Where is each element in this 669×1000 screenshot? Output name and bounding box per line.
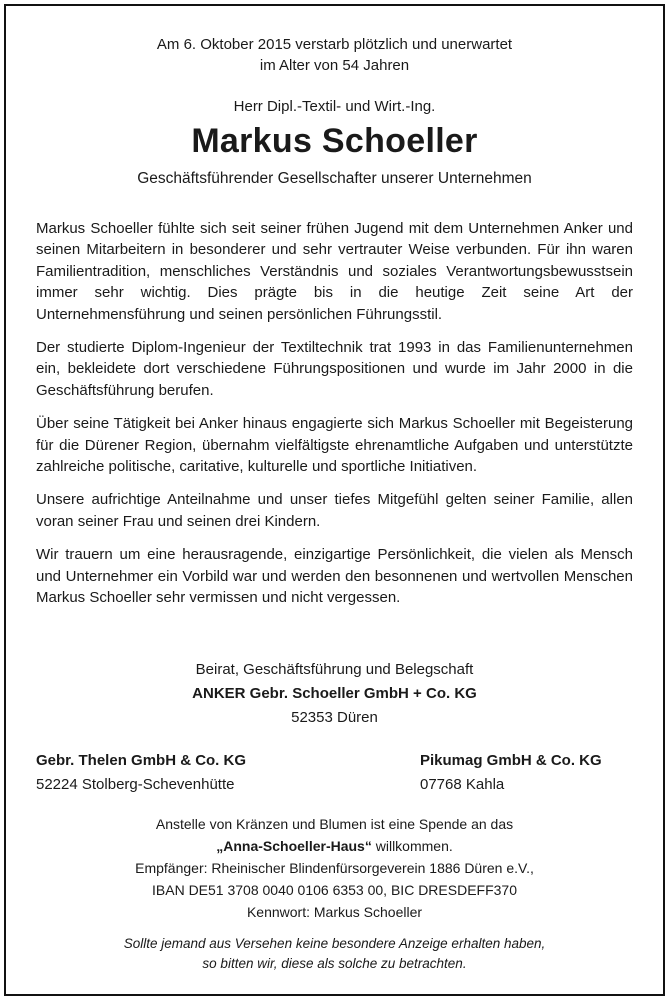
paragraph: Der studierte Diplom-Ingenieur der Textiltechnik trat 1993 in das Familienunternehmen ein, bekleidete dort verschiedene Führungspositionen und wurde im Jahr 2000 in die Geschäftsführung berufen. — [36, 339, 633, 399]
company-thelen — [36, 749, 246, 797]
footer-note — [6, 934, 663, 974]
intro-line-1: Am 6. Oktober 2015 verstarb plötzlich und unerwartet — [156, 36, 513, 53]
intro-line-2: im Alter von 54 Jahren — [259, 57, 410, 74]
donation-line: Anstelle von Kränzen und Blumen ist eine Spende an das — [155, 816, 514, 832]
footer-line: Sollte jemand aus Versehen keine besondere Anzeige erhalten haben, — [123, 936, 546, 951]
donation-reference: Kennwort: Markus Schoeller — [246, 904, 423, 920]
paragraph: Über seine Tätigkeit bei Anker hinaus engagierte sich Markus Schoeller mit Begeisterung für die Dürener Region, übernahm vielfältigste ehrenamtliche Aufgaben und unterstützte zahlreiche politische, caritative, kulturelle und sportliche Initiativen. — [36, 415, 633, 476]
signature-line: Beirat, Geschäftsführung und Belegschaft — [195, 661, 474, 678]
donation-bank-details: IBAN DE51 3708 0040 0106 6353 00, BIC DRESDEFF370 — [152, 882, 517, 898]
intro-text — [6, 34, 663, 76]
donation-house-name: „Anna-Schoeller-Haus“ — [216, 838, 372, 854]
donation-line-rest: willkommen. — [371, 838, 453, 854]
donation-recipient-line — [6, 835, 663, 857]
paragraph: Markus Schoeller fühlte sich seit seiner frühen Jugend mit dem Unternehmen Anker und seinen Mitarbeitern in besonderer und sehr vertrauter Weise verbunden. Für ihn waren Familientradition, menschliches Verständnis und soziales Verantwortungsbewusstsein immer sehr wichtig. Dies prägte bis in die heutige Zeit seine Art der Unternehmensführung und seinen persönlichen Führungsstil. — [36, 220, 633, 323]
signature-city: 52353 Düren — [291, 709, 378, 726]
deceased-role: Geschäftsführender Gesellschafter unserer Unternehmen — [137, 170, 532, 187]
signature-company: ANKER Gebr. Schoeller GmbH + Co. KG — [192, 685, 477, 702]
signature-block — [6, 658, 663, 730]
company-name: Pikumag GmbH & Co. KG — [420, 752, 602, 769]
company-city: 52224 Stolberg-Schevenhütte — [36, 776, 235, 793]
obituary-notice — [4, 4, 665, 996]
deceased-name: Markus Schoeller — [191, 122, 478, 160]
paragraph: Wir trauern um eine herausragende, einzigartige Persönlichkeit, die vielen als Mensch und Unternehmer ein Vorbild war und werden den besonnenen und wertvollen Menschen Markus Schoeller sehr vermissen und nicht vergessen. — [36, 546, 633, 607]
donation-recipient: Empfänger: Rheinischer Blindenfürsorgeverein 1886 Düren e.V., — [135, 860, 534, 876]
footer-line: so bitten wir, diese als solche zu betrachten. — [202, 956, 467, 971]
tribute-body — [36, 218, 633, 621]
paragraph: Unsere aufrichtige Anteilnahme und unser tiefes Mitgefühl gelten seiner Familie, allen voran seiner Frau und seinen drei Kindern. — [36, 491, 633, 530]
company-pikumag — [420, 749, 602, 797]
academic-title: Herr Dipl.-Textil- und Wirt.-Ing. — [233, 98, 436, 115]
company-name: Gebr. Thelen GmbH & Co. KG — [36, 752, 247, 769]
company-city: 07768 Kahla — [420, 776, 505, 793]
donation-notice — [6, 813, 663, 923]
